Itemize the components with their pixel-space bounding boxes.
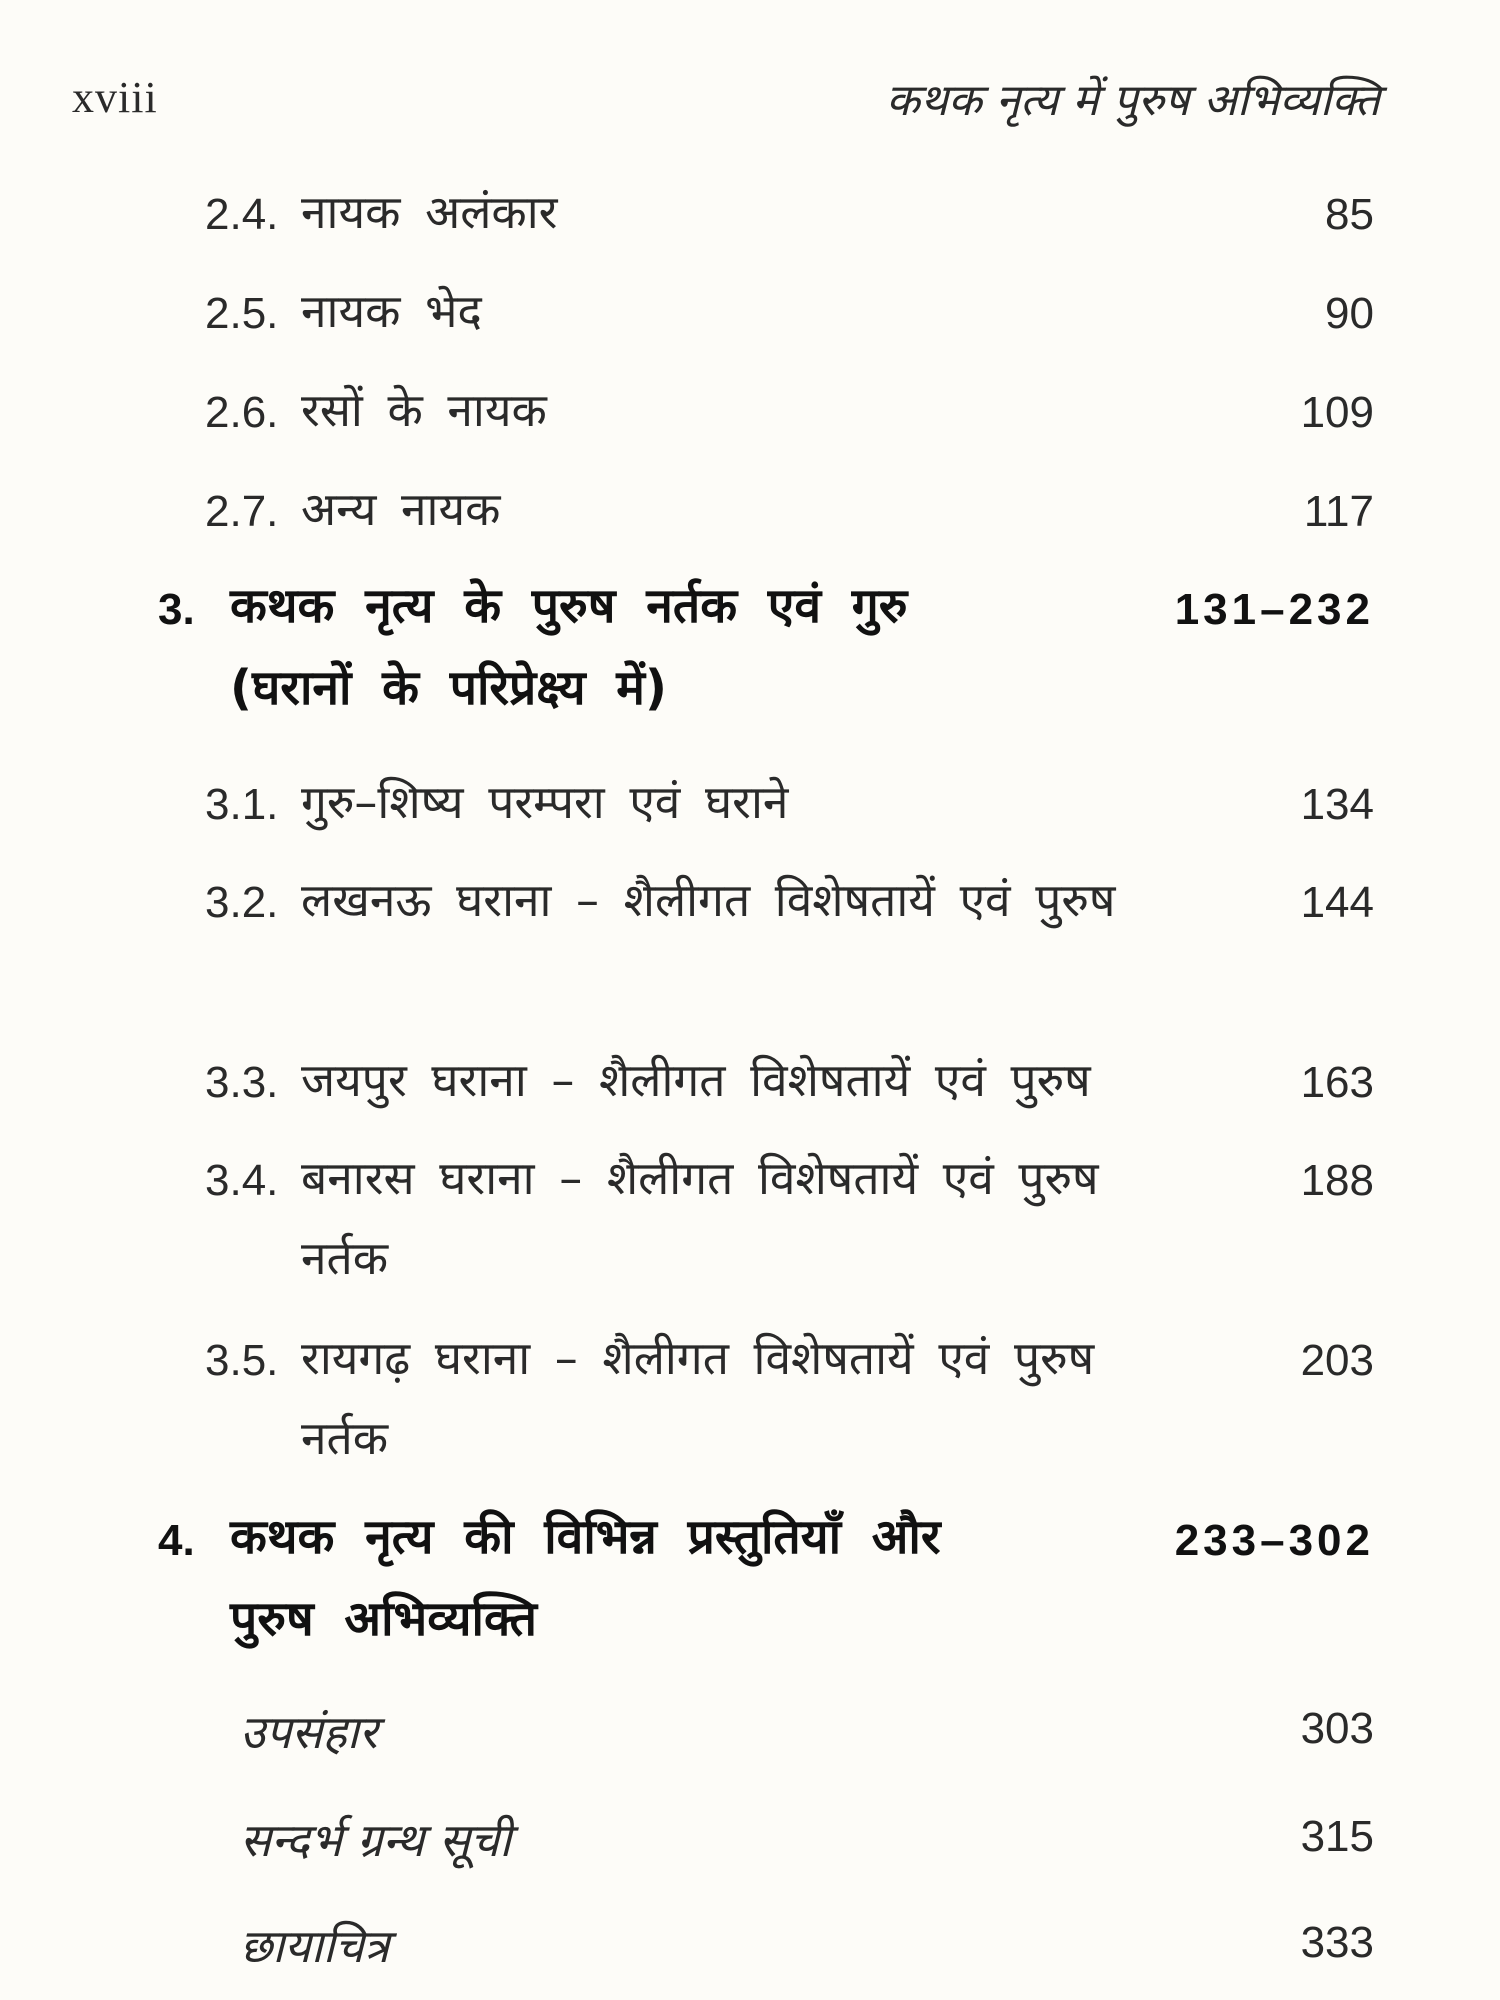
section-number: 2.7. — [205, 487, 279, 536]
section-number: 2.4. — [205, 190, 279, 239]
toc-entry-photographs[interactable] — [240, 1914, 389, 1976]
section-number: 3.3. — [205, 1058, 279, 1107]
page-ref: 90 — [1325, 289, 1374, 338]
section-title: रसों के नायक — [301, 383, 547, 437]
section-number: 3.2. — [205, 878, 279, 927]
page-ref: 203 — [1300, 1336, 1374, 1385]
page-ref: 85 — [1325, 190, 1374, 239]
section-title: लखनऊ घराना – शैलीगत विशेषतायें एवं पुरुष — [301, 873, 1116, 927]
section-title: सन्दर्भ ग्रन्थ सूची — [240, 1813, 512, 1867]
toc-entry[interactable] — [205, 775, 789, 842]
section-number: 3.5. — [205, 1336, 279, 1385]
toc-entry[interactable] — [205, 1331, 1101, 1478]
page-ref: 134 — [1300, 780, 1374, 829]
section-number: 2.5. — [205, 289, 279, 338]
section-title: अन्य नायक — [301, 482, 501, 536]
chapter-page-range: 131–232 — [1174, 585, 1374, 634]
toc-entry[interactable] — [205, 1151, 1101, 1298]
chapter-title: कथक नृत्य की विभिन्न प्रस्तुतियाँ और पुरुष अभिव्यक्ति — [230, 1509, 941, 1647]
page-ref: 117 — [1303, 487, 1374, 536]
section-title: रायगढ़ घराना – शैलीगत विशेषतायें एवं पुरुष नर्तक — [301, 1331, 1095, 1465]
toc-entry[interactable] — [205, 1053, 1091, 1120]
section-number: 3.1. — [205, 780, 279, 829]
running-title: कथक नृत्य में पुरुष अभिव्यक्ति — [886, 75, 1380, 126]
toc-entry[interactable] — [205, 383, 547, 450]
section-number: 3.4. — [205, 1156, 279, 1205]
page-number: xviii — [72, 73, 158, 122]
section-title: गुरु–शिष्य परम्परा एवं घराने — [301, 775, 789, 829]
toc-entry-conclusion[interactable] — [240, 1700, 378, 1762]
page-ref: 109 — [1300, 388, 1374, 437]
page-ref: 333 — [1300, 1918, 1374, 1967]
chapter-title: कथक नृत्य के पुरुष नर्तक एवं गुरु (घरानों के परिप्रेक्ष्य में) — [230, 578, 908, 716]
section-title: नायक भेद — [301, 284, 482, 338]
toc-entry[interactable] — [205, 482, 501, 549]
chapter-entry[interactable] — [158, 578, 1010, 729]
page-ref: 303 — [1300, 1704, 1374, 1753]
chapter-number: 3. — [158, 585, 195, 634]
section-title: बनारस घराना – शैलीगत विशेषतायें एवं पुरुष नर्तक — [301, 1151, 1099, 1285]
page-ref: 188 — [1300, 1156, 1374, 1205]
section-title: जयपुर घराना – शैलीगत विशेषतायें एवं पुरुष — [301, 1053, 1091, 1107]
chapter-entry[interactable] — [158, 1509, 1010, 1660]
chapter-page-range: 233–302 — [1174, 1516, 1374, 1565]
page-ref: 315 — [1300, 1812, 1374, 1861]
toc-entry-bibliography[interactable] — [240, 1808, 511, 1870]
section-title: छायाचित्र — [240, 1919, 390, 1973]
page-ref: 144 — [1300, 878, 1374, 927]
section-number: 2.6. — [205, 388, 279, 437]
section-title: उपसंहार — [240, 1705, 378, 1759]
toc-entry[interactable] — [205, 284, 482, 351]
chapter-number: 4. — [158, 1516, 195, 1565]
page-ref: 163 — [1300, 1058, 1374, 1107]
toc-entry[interactable] — [205, 185, 558, 252]
section-title: नायक अलंकार — [301, 185, 558, 239]
toc-entry[interactable] — [205, 873, 1121, 940]
